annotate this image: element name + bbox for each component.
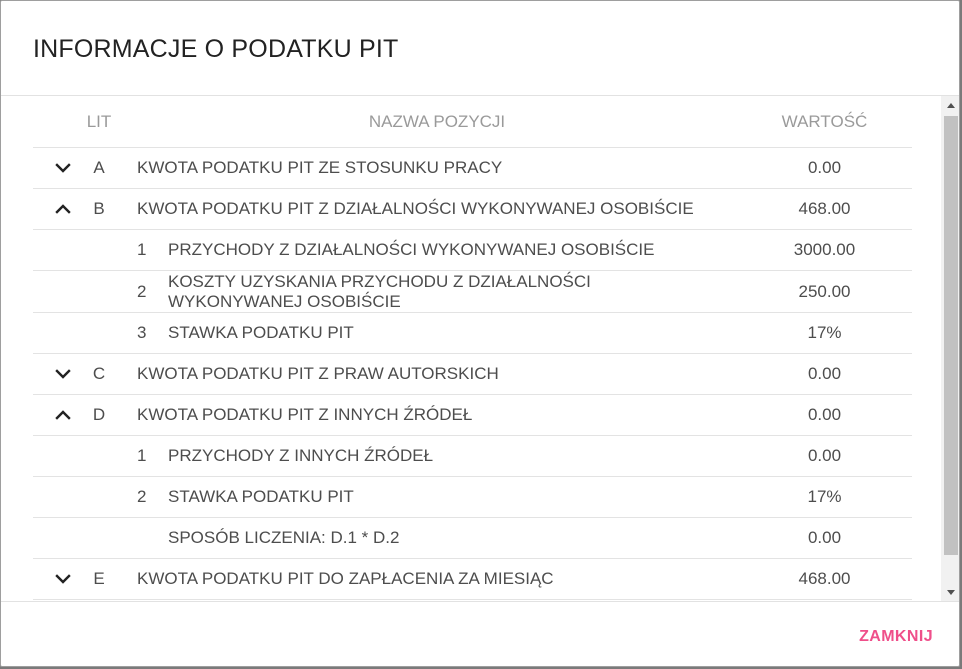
table-row-detail (33, 313, 912, 354)
row-name: KWOTA PODATKU PIT Z INNYCH ŹRÓDEŁ (137, 405, 473, 424)
vertical-scrollbar[interactable] (941, 96, 960, 601)
chevron-down-icon[interactable] (51, 559, 75, 599)
dialog-content[interactable] (1, 96, 941, 601)
row-value: 0.00 (807, 364, 842, 383)
scroll-up-arrow-icon[interactable] (941, 98, 960, 112)
row-value: 250.00 (798, 281, 851, 301)
chevron-up-icon[interactable] (51, 395, 75, 435)
row-sub-name: SPOSÓB LICZENIA: D.1 * D.2 (168, 528, 400, 547)
row-value: 0.00 (807, 446, 842, 465)
row-lit: E (93, 569, 105, 588)
row-value: 0.00 (807, 405, 842, 424)
table-row-group[interactable] (33, 354, 912, 395)
table-row-detail (33, 271, 912, 313)
table-body (33, 148, 912, 600)
header-name: NAZWA POZYCJI (368, 111, 506, 131)
row-sub-number: 1 (137, 240, 147, 259)
row-value: 17% (807, 487, 842, 506)
table-header-row (33, 96, 912, 148)
row-lit: A (93, 158, 105, 177)
chevron-up-icon[interactable] (51, 189, 75, 229)
table-row-group[interactable] (33, 395, 912, 436)
row-sub-name: STAWKA PODATKU PIT (168, 487, 354, 506)
table-row-group[interactable] (33, 148, 912, 189)
row-sub-number: 3 (137, 323, 147, 342)
row-lit: D (92, 405, 106, 424)
dialog-title: INFORMACJE O PODATKU PIT (33, 35, 399, 63)
row-sub-name: STAWKA PODATKU PIT (168, 323, 354, 342)
tax-table (33, 96, 912, 600)
table-row-detail (33, 436, 912, 477)
header-value: WARTOŚĆ (781, 111, 868, 131)
row-name: KWOTA PODATKU PIT Z DZIAŁALNOŚCI WYKONYWANEJ OSOBIŚCIE (137, 199, 694, 218)
row-sub-number: 2 (137, 487, 147, 506)
scroll-down-arrow-icon[interactable] (941, 585, 960, 599)
scrollbar-thumb[interactable] (944, 116, 958, 555)
row-sub-number: 2 (137, 281, 147, 301)
table-row-group[interactable] (33, 189, 912, 230)
row-sub-number: 1 (137, 446, 147, 465)
row-name: KWOTA PODATKU PIT DO ZAPŁACENIA ZA MIESIĄC (137, 569, 554, 588)
table-row-detail (33, 518, 912, 559)
actions-divider (1, 601, 959, 602)
row-sub-name: PRZYCHODY Z DZIAŁALNOŚCI WYKONYWANEJ OSOBIŚCIE (168, 240, 655, 259)
row-sub-name: KOSZTY UZYSKANIA PRZYCHODU Z DZIAŁALNOŚCI WYKONYWANEJ OSOBIŚCIE (168, 271, 591, 311)
table-row-detail (33, 230, 912, 271)
chevron-down-icon[interactable] (51, 148, 75, 188)
row-name: KWOTA PODATKU PIT ZE STOSUNKU PRACY (137, 158, 503, 177)
row-name: KWOTA PODATKU PIT Z PRAW AUTORSKICH (137, 364, 499, 383)
row-value: 3000.00 (793, 240, 856, 259)
table-row-group[interactable] (33, 559, 912, 600)
row-value: 468.00 (798, 199, 851, 218)
row-value: 17% (807, 323, 842, 342)
chevron-down-icon[interactable] (51, 354, 75, 394)
row-sub-number (137, 518, 153, 558)
row-sub-name: PRZYCHODY Z INNYCH ŹRÓDEŁ (168, 446, 434, 465)
header-lit: LIT (86, 111, 112, 131)
row-value: 468.00 (798, 569, 851, 588)
close-button[interactable]: ZAMKNIJ (859, 623, 933, 651)
row-lit: B (93, 199, 105, 218)
table-row-detail (33, 477, 912, 518)
row-value: 0.00 (807, 528, 842, 547)
row-value: 0.00 (807, 158, 842, 177)
row-lit: C (92, 364, 106, 383)
